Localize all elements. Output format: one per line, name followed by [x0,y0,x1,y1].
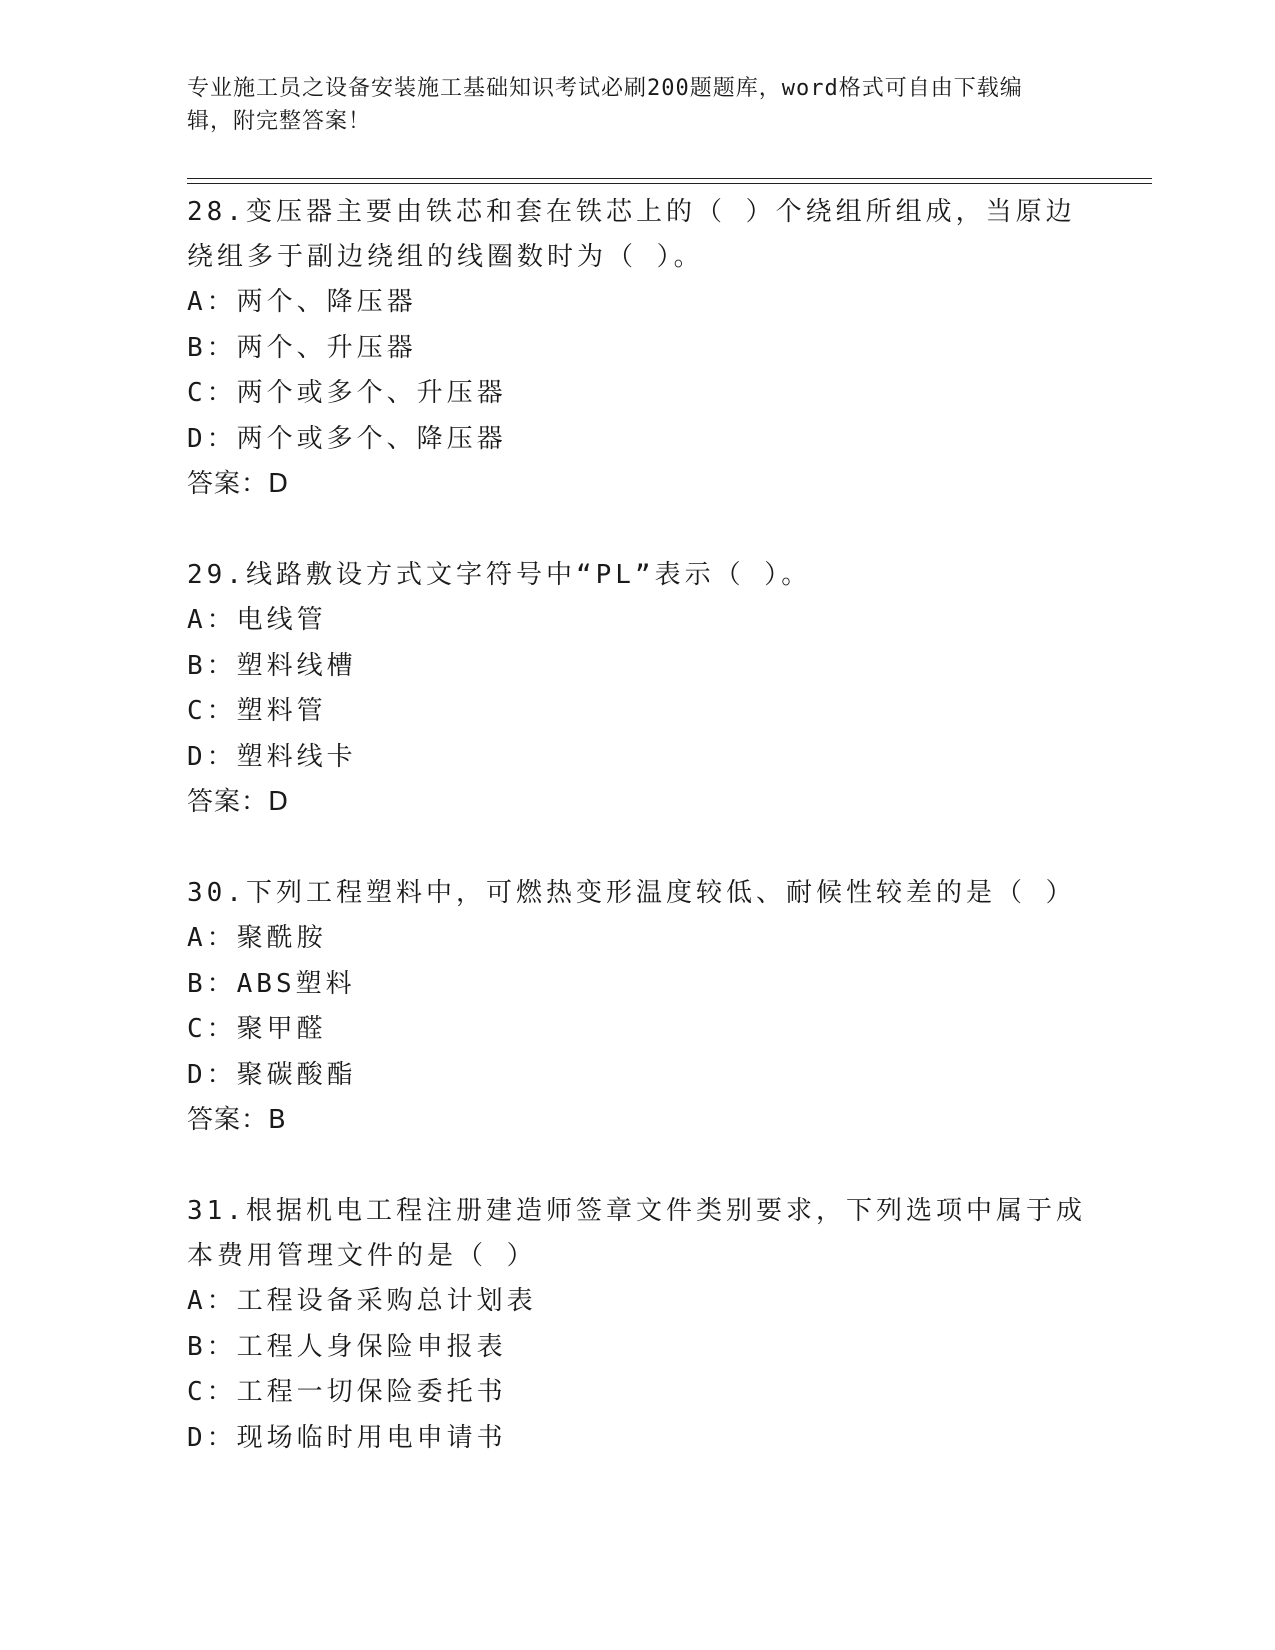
document-header: 专业施工员之设备安装施工基础知识考试必刷200题题库，word格式可自由下载编辑，附完整答案！ [187,76,1023,134]
option-c: C：两个或多个、升压器 [187,378,507,408]
question-item [187,553,1087,825]
header-divider-top [187,178,1152,179]
option-c: C：聚甲醛 [187,1014,327,1044]
option-b: B：塑料线槽 [187,650,357,681]
option-a: A：电线管 [187,605,327,635]
answer: 答案：D [187,469,290,499]
option-c: C：塑料管 [187,696,327,726]
answer: 答案：D [187,787,290,817]
option-a: A：聚酰胺 [187,923,327,953]
option-d: D：聚碳酸酯 [187,1059,357,1090]
question-stem: 29.线路敷设方式文字符号中“PL”表示（ ）。 [187,560,812,590]
question-stem: 31.根据机电工程注册建造师签章文件类别要求，下列选项中属于成本费用管理文件的是（ ） [187,1196,1086,1271]
question-item [187,1189,1087,1461]
question-item [187,871,1087,1143]
question-item [187,190,1087,507]
option-b: B：两个、升压器 [187,332,417,363]
option-a: A：两个、降压器 [187,287,417,317]
answer: 答案：B [187,1105,287,1135]
header-divider-bottom [187,183,1152,184]
option-b: B：工程人身保险申报表 [187,1331,507,1362]
question-list [187,190,1087,1461]
question-stem: 28.变压器主要由铁芯和套在铁芯上的（ ）个绕组所组成，当原边绕组多于副边绕组的线圈数时为（ ）。 [187,197,1076,272]
option-d: D：塑料线卡 [187,741,357,772]
option-b: B：ABS塑料 [187,968,356,999]
option-a: A：工程设备采购总计划表 [187,1286,537,1316]
option-d: D：现场临时用电申请书 [187,1422,507,1453]
question-stem: 30.下列工程塑料中，可燃热变形温度较低、耐候性较差的是（ ） [187,878,1076,908]
option-d: D：两个或多个、降压器 [187,423,507,454]
option-c: C：工程一切保险委托书 [187,1377,507,1407]
